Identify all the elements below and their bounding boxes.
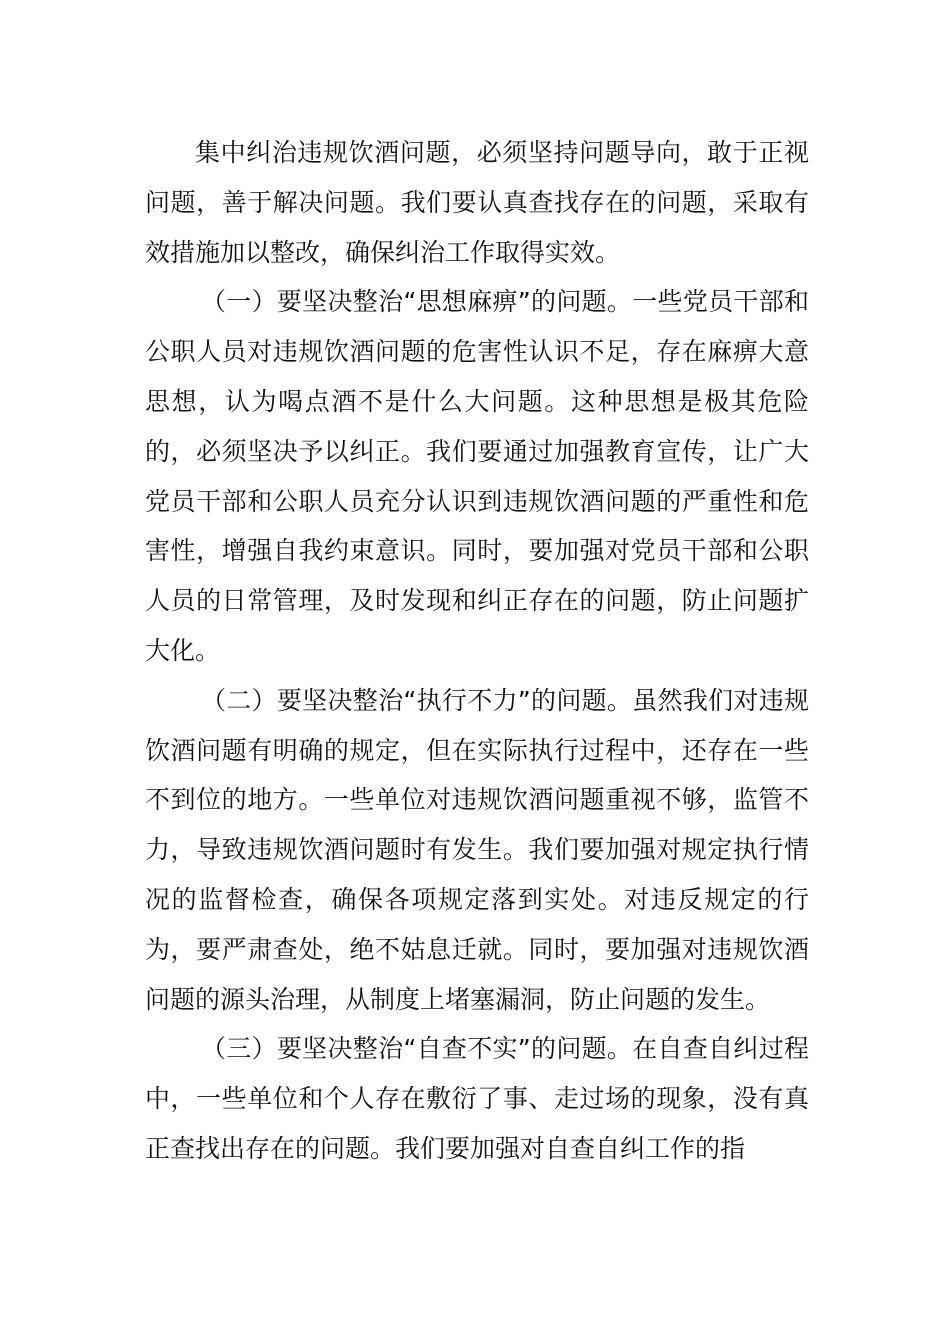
document-body — [145, 128, 809, 1174]
paragraph-intro: 集中纠治违规饮酒问题，必须坚持问题导向，敢于正视问题，善于解决问题。我们要认真查找存在的问题，采取有效措施加以整改，确保纠治工作取得实效。 — [145, 138, 809, 267]
paragraph-section-1: （一）要坚决整治“思想麻痹”的问题。一些党员干部和公职人员对违规饮酒问题的危害性认识不足，存在麻痹大意思想，认为喝点酒不是什么大问题。这种思想是极其危险的，必须坚决予以纠正。我们要通过加强教育宣传，让广大党员干部和公职人员充分认识到违规饮酒问题的严重性和危害性，增强自我约束意识。同时，要加强对党员干部和公职人员的日常管理，及时发现和纠正存在的问题，防止问题扩大化。 — [145, 287, 809, 665]
paragraph-section-3: （三）要坚决整治“自查不实”的问题。在自查自纠过程中，一些单位和个人存在敷衍了事、走过场的现象，没有真正查找出存在的问题。我们要加强对自查自纠工作的指 — [145, 1034, 809, 1163]
paragraph-section-2: （二）要坚决整治“执行不力”的问题。虽然我们对违规饮酒问题有明确的规定，但在实际执行过程中，还存在一些不到位的地方。一些单位对违规饮酒问题重视不够，监管不力，导致违规饮酒问题时有发生。我们要加强对规定执行情况的监督检查，确保各项规定落到实处。对违反规定的行为，要严肃查处，绝不姑息迁就。同时，要加强对违规饮酒问题的源头治理，从制度上堵塞漏洞，防止问题的发生。 — [145, 685, 809, 1014]
